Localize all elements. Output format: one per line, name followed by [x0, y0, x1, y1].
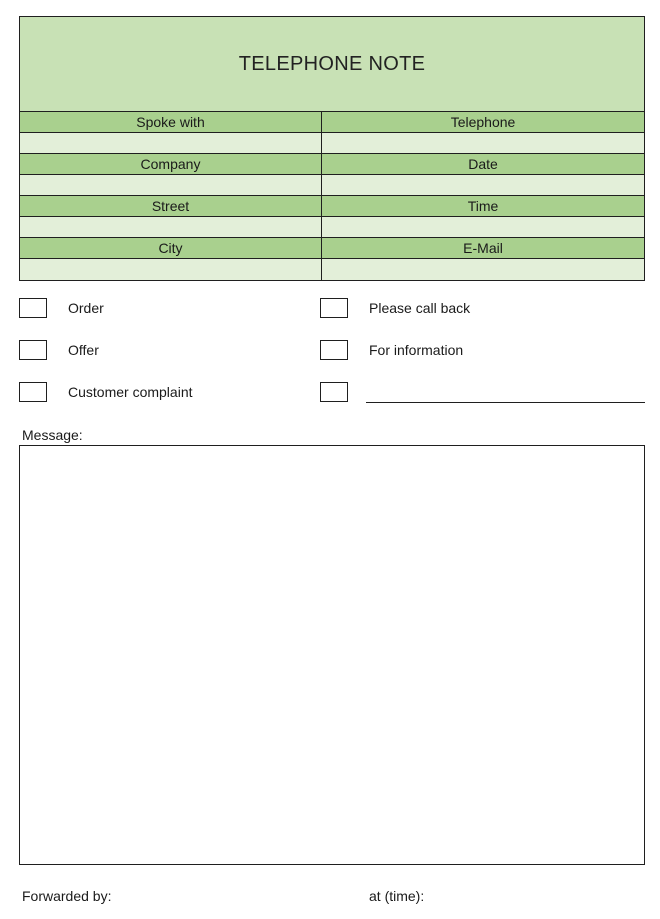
time-field[interactable]: [321, 217, 644, 237]
field-label-row: [20, 196, 644, 217]
company-label: Company: [140, 156, 201, 172]
company-field[interactable]: [20, 175, 321, 195]
for-information-label: For information: [369, 342, 464, 358]
form-title: TELEPHONE NOTE: [238, 52, 426, 75]
order-checkbox[interactable]: [19, 298, 47, 318]
street-label: Street: [151, 198, 190, 214]
field-entry-row: [20, 259, 644, 280]
email-label: E-Mail: [321, 238, 644, 258]
time-label: Time: [321, 196, 644, 216]
customer-complaint-option: [19, 382, 193, 402]
telephone-label: Telephone: [321, 112, 644, 132]
field-label-row: [20, 112, 644, 133]
offer-label: Offer: [68, 342, 99, 358]
field-entry-row: [20, 133, 644, 154]
city-label: City: [158, 240, 183, 256]
field-label-row: [20, 238, 644, 259]
field-label-row: [20, 154, 644, 175]
field-entry-row: [20, 175, 644, 196]
at-time-label: at (time):: [369, 888, 425, 904]
title-band: [20, 17, 644, 112]
spoke-with-field[interactable]: [20, 133, 321, 153]
other-write-in-line[interactable]: [366, 402, 645, 403]
field-entry-row: [20, 217, 644, 238]
date-label: Date: [321, 154, 644, 174]
offer-checkbox[interactable]: [19, 340, 47, 360]
spoke-with-label: Spoke with: [136, 114, 205, 130]
for-information-option: [320, 340, 463, 360]
please-call-back-option: [320, 298, 470, 318]
please-call-back-label: Please call back: [369, 300, 471, 316]
please-call-back-checkbox[interactable]: [320, 298, 348, 318]
customer-complaint-label: Customer complaint: [68, 384, 193, 400]
forwarded-by-label: Forwarded by:: [22, 888, 112, 904]
telephone-note-form: [19, 16, 645, 281]
email-field[interactable]: [321, 259, 644, 280]
telephone-field[interactable]: [321, 133, 644, 153]
street-field[interactable]: [20, 217, 321, 237]
date-field[interactable]: [321, 175, 644, 195]
other-option: [320, 382, 348, 402]
order-option: [19, 298, 104, 318]
message-area[interactable]: [19, 445, 645, 865]
city-field[interactable]: [20, 259, 321, 280]
for-information-checkbox[interactable]: [320, 340, 348, 360]
offer-option: [19, 340, 99, 360]
message-label: Message:: [22, 427, 83, 443]
order-label: Order: [68, 300, 104, 316]
other-checkbox[interactable]: [320, 382, 348, 402]
customer-complaint-checkbox[interactable]: [19, 382, 47, 402]
